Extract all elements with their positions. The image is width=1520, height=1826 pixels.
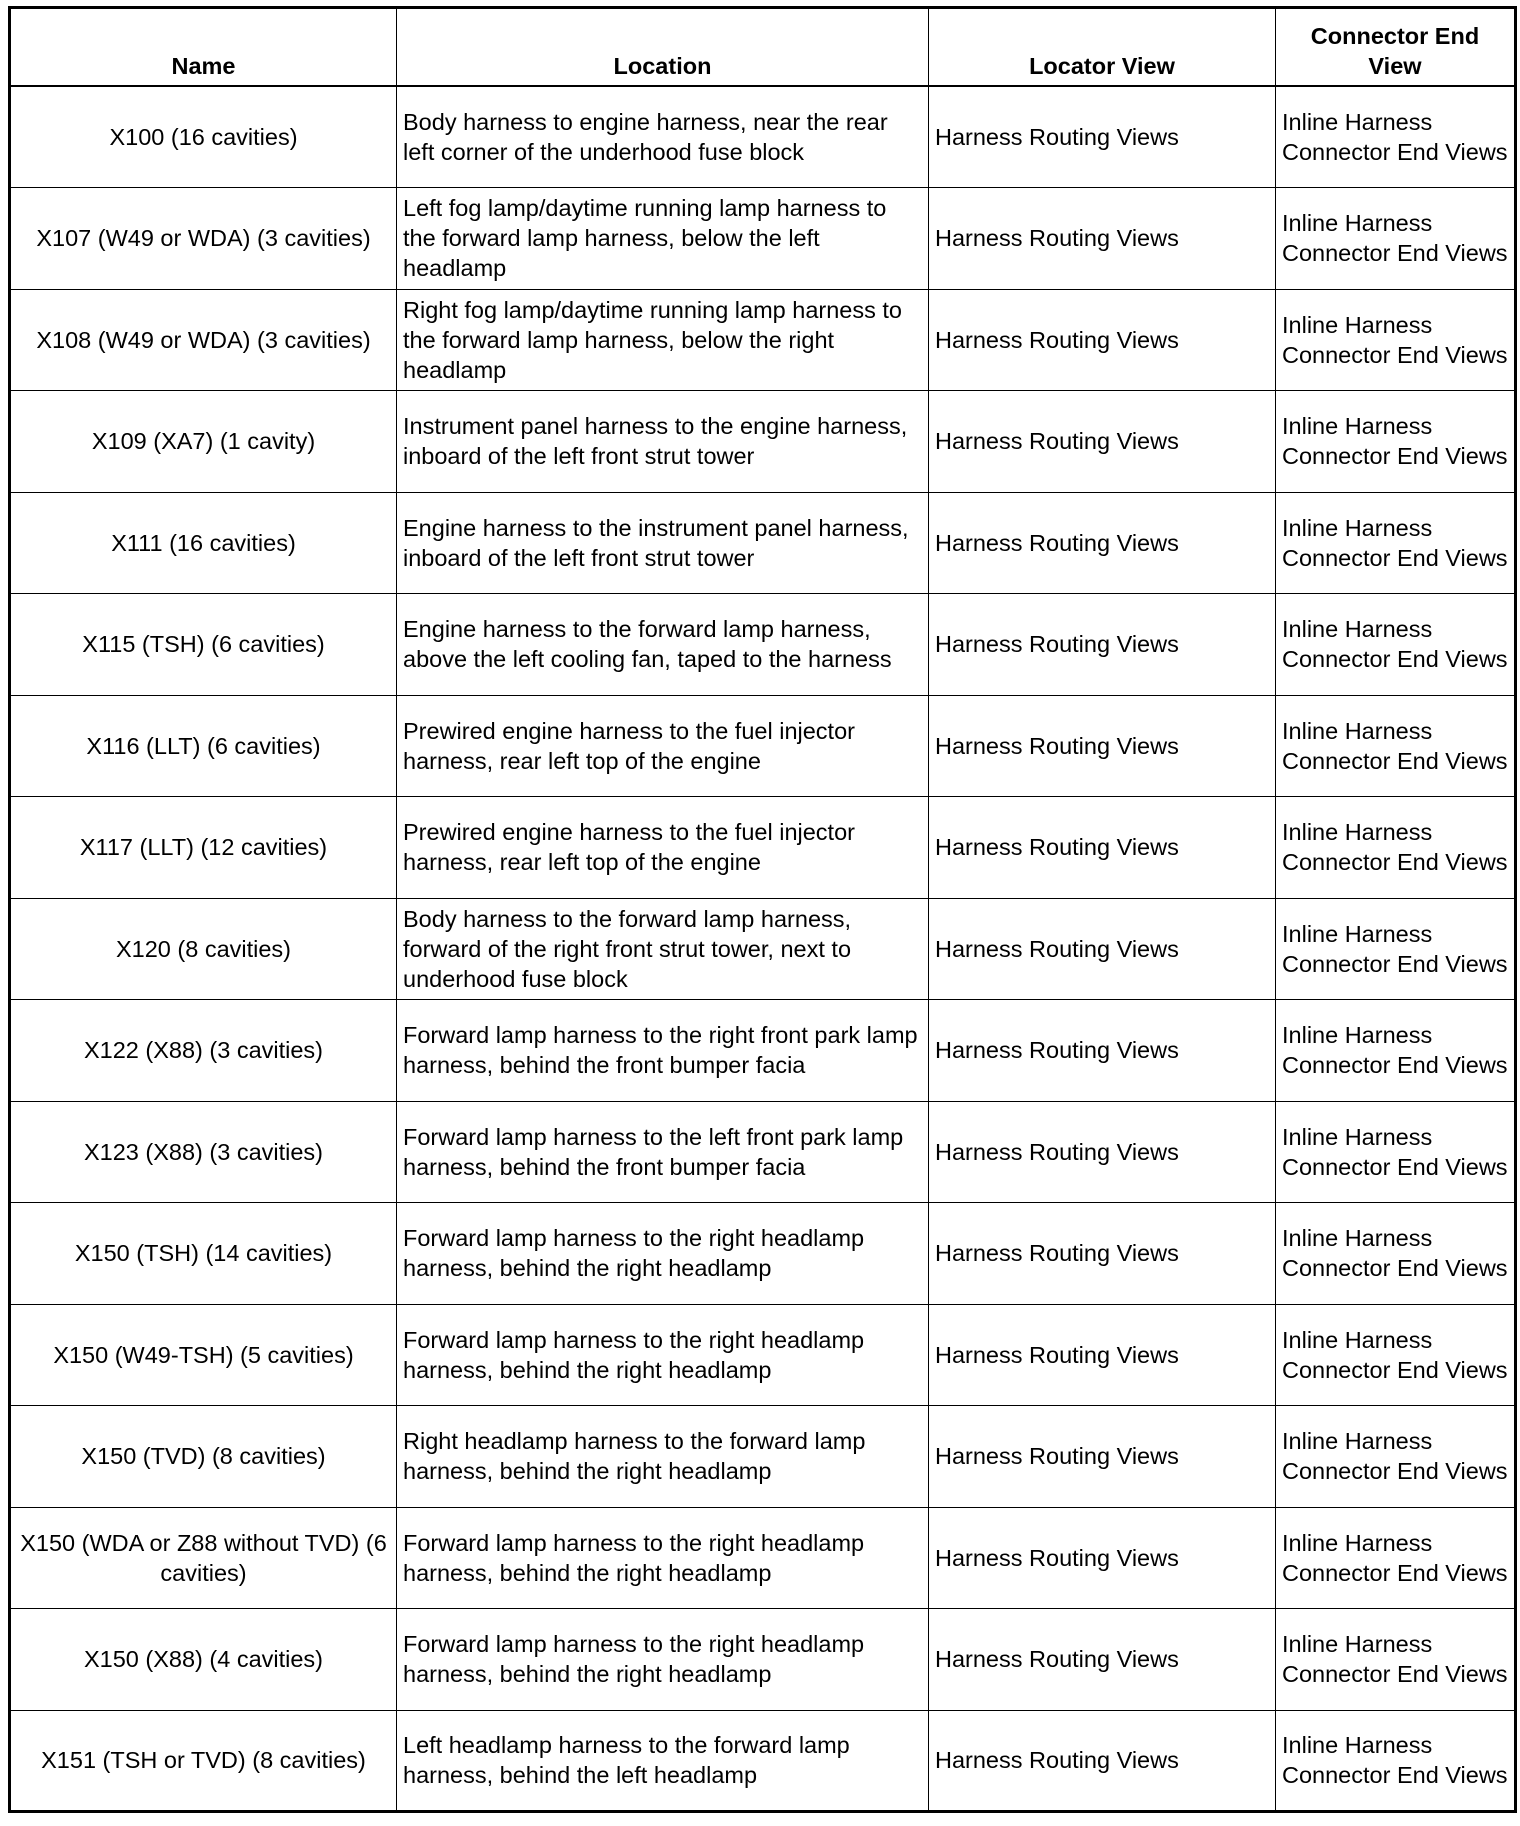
table-row [10,1101,1516,1203]
location-cell: Body harness to the forward lamp harness, forward of the right front strut tower, next to underhood fuse block [397,898,929,1000]
connector-end-view-link[interactable]: Inline Harness Connector End Views [1276,898,1516,1000]
header-row [10,8,1516,87]
connector-table-container [8,6,1514,1813]
connector-end-view-link[interactable]: Inline Harness Connector End Views [1276,1609,1516,1711]
connector-end-view-link[interactable]: Inline Harness Connector End Views [1276,391,1516,493]
name-cell: X123 (X88) (3 cavities) [10,1101,397,1203]
locator-view-link[interactable]: Harness Routing Views [929,1000,1276,1102]
locator-view-link[interactable]: Harness Routing Views [929,492,1276,594]
connector-end-view-link[interactable]: Inline Harness Connector End Views [1276,188,1516,290]
location-cell: Left fog lamp/daytime running lamp harness to the forward lamp harness, below the left headlamp [397,188,929,290]
locator-view-link[interactable]: Harness Routing Views [929,1609,1276,1711]
table-row [10,289,1516,391]
locator-view-link[interactable]: Harness Routing Views [929,695,1276,797]
name-cell: X122 (X88) (3 cavities) [10,1000,397,1102]
header-connector-end-view: Connector End View [1276,8,1516,87]
location-cell: Forward lamp harness to the left front park lamp harness, behind the front bumper facia [397,1101,929,1203]
table-row [10,1507,1516,1609]
locator-view-link[interactable]: Harness Routing Views [929,797,1276,899]
location-cell: Forward lamp harness to the right headlamp harness, behind the right headlamp [397,1203,929,1305]
location-cell: Forward lamp harness to the right headlamp harness, behind the right headlamp [397,1304,929,1406]
name-cell: X150 (TVD) (8 cavities) [10,1406,397,1508]
connector-end-view-link[interactable]: Inline Harness Connector End Views [1276,1304,1516,1406]
name-cell: X150 (WDA or Z88 without TVD) (6 cavities) [10,1507,397,1609]
name-cell: X117 (LLT) (12 cavities) [10,797,397,899]
location-cell: Right fog lamp/daytime running lamp harness to the forward lamp harness, below the right headlamp [397,289,929,391]
table-row [10,594,1516,696]
name-cell: X115 (TSH) (6 cavities) [10,594,397,696]
locator-view-link[interactable]: Harness Routing Views [929,1406,1276,1508]
location-cell: Instrument panel harness to the engine harness, inboard of the left front strut tower [397,391,929,493]
table-row [10,1406,1516,1508]
connector-end-view-link[interactable]: Inline Harness Connector End Views [1276,289,1516,391]
table-row [10,1710,1516,1812]
name-cell: X100 (16 cavities) [10,86,397,188]
table-row [10,797,1516,899]
table-row [10,1609,1516,1711]
name-cell: X116 (LLT) (6 cavities) [10,695,397,797]
name-cell: X151 (TSH or TVD) (8 cavities) [10,1710,397,1812]
locator-view-link[interactable]: Harness Routing Views [929,594,1276,696]
connector-end-view-link[interactable]: Inline Harness Connector End Views [1276,1507,1516,1609]
header-location: Location [397,8,929,87]
table-row [10,898,1516,1000]
connector-end-view-link[interactable]: Inline Harness Connector End Views [1276,1203,1516,1305]
table-row [10,1304,1516,1406]
connector-end-view-link[interactable]: Inline Harness Connector End Views [1276,492,1516,594]
connector-end-view-link[interactable]: Inline Harness Connector End Views [1276,1000,1516,1102]
locator-view-link[interactable]: Harness Routing Views [929,1101,1276,1203]
locator-view-link[interactable]: Harness Routing Views [929,188,1276,290]
name-cell: X109 (XA7) (1 cavity) [10,391,397,493]
location-cell: Right headlamp harness to the forward lamp harness, behind the right headlamp [397,1406,929,1508]
locator-view-link[interactable]: Harness Routing Views [929,1710,1276,1812]
table-row [10,492,1516,594]
connector-end-view-link[interactable]: Inline Harness Connector End Views [1276,797,1516,899]
locator-view-link[interactable]: Harness Routing Views [929,1203,1276,1305]
table-header [10,8,1516,87]
connector-end-view-link[interactable]: Inline Harness Connector End Views [1276,594,1516,696]
table-row [10,188,1516,290]
location-cell: Forward lamp harness to the right headlamp harness, behind the right headlamp [397,1507,929,1609]
name-cell: X111 (16 cavities) [10,492,397,594]
locator-view-link[interactable]: Harness Routing Views [929,1507,1276,1609]
locator-view-link[interactable]: Harness Routing Views [929,1304,1276,1406]
connector-end-view-link[interactable]: Inline Harness Connector End Views [1276,1101,1516,1203]
name-cell: X108 (W49 or WDA) (3 cavities) [10,289,397,391]
name-cell: X150 (TSH) (14 cavities) [10,1203,397,1305]
locator-view-link[interactable]: Harness Routing Views [929,289,1276,391]
name-cell: X107 (W49 or WDA) (3 cavities) [10,188,397,290]
table-row [10,86,1516,188]
connector-end-view-link[interactable]: Inline Harness Connector End Views [1276,1710,1516,1812]
location-cell: Forward lamp harness to the right headlamp harness, behind the right headlamp [397,1609,929,1711]
location-cell: Forward lamp harness to the right front park lamp harness, behind the front bumper facia [397,1000,929,1102]
locator-view-link[interactable]: Harness Routing Views [929,391,1276,493]
table-body [10,86,1516,1812]
name-cell: X120 (8 cavities) [10,898,397,1000]
connector-table [8,6,1517,1813]
header-locator-view: Locator View [929,8,1276,87]
location-cell: Engine harness to the forward lamp harness, above the left cooling fan, taped to the harness [397,594,929,696]
location-cell: Body harness to engine harness, near the rear left corner of the underhood fuse block [397,86,929,188]
name-cell: X150 (W49-TSH) (5 cavities) [10,1304,397,1406]
table-row [10,1000,1516,1102]
location-cell: Left headlamp harness to the forward lamp harness, behind the left headlamp [397,1710,929,1812]
table-row [10,391,1516,493]
connector-end-view-link[interactable]: Inline Harness Connector End Views [1276,695,1516,797]
connector-end-view-link[interactable]: Inline Harness Connector End Views [1276,1406,1516,1508]
locator-view-link[interactable]: Harness Routing Views [929,86,1276,188]
name-cell: X150 (X88) (4 cavities) [10,1609,397,1711]
connector-end-view-link[interactable]: Inline Harness Connector End Views [1276,86,1516,188]
location-cell: Prewired engine harness to the fuel injector harness, rear left top of the engine [397,695,929,797]
location-cell: Engine harness to the instrument panel harness, inboard of the left front strut tower [397,492,929,594]
locator-view-link[interactable]: Harness Routing Views [929,898,1276,1000]
location-cell: Prewired engine harness to the fuel injector harness, rear left top of the engine [397,797,929,899]
header-name: Name [10,8,397,87]
table-row [10,1203,1516,1305]
table-row [10,695,1516,797]
